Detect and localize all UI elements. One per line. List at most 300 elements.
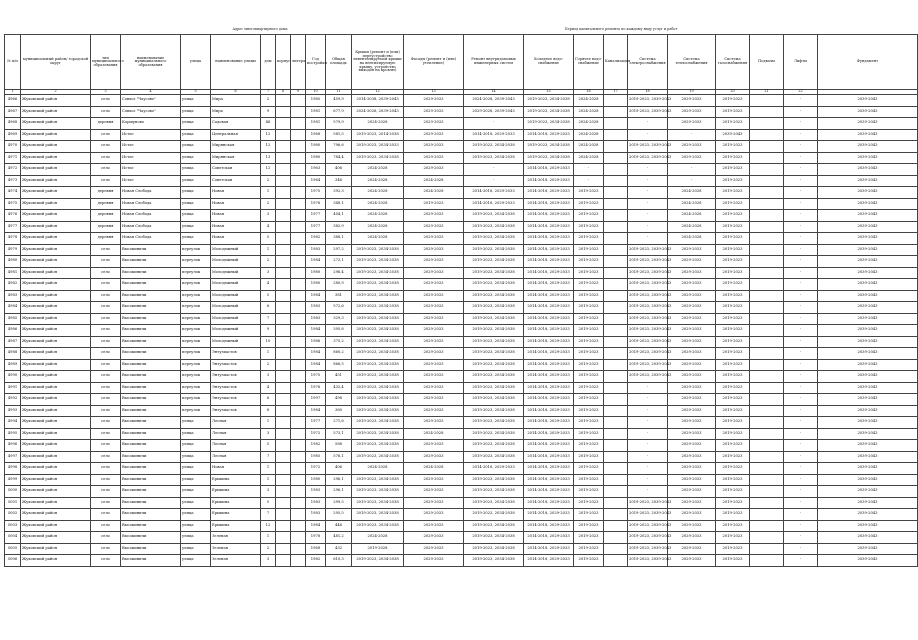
col-header: Подвалы [750,35,784,90]
house-number-cell: 4 [261,279,276,291]
street-type-cell: улица [181,164,211,176]
cold-water-cell: 2019-2023, 2034-2038 [524,152,574,164]
lift-cell: - [784,474,818,486]
foundation-cell: 2039-2043 [818,187,918,199]
column-number: 1 [5,90,21,95]
gas-cell: 2019-2023 [716,509,750,521]
table-row [5,555,918,567]
engineering-cell: 2014-2018, 2029-2033 [464,187,524,199]
col-header: тип муниципального образования [91,35,121,90]
letter-cell [291,359,306,371]
hot-water-cell: 2019-2023 [574,463,604,475]
table-row [5,129,918,141]
col-header: Система теплоснабжения [668,35,716,90]
building-cell [276,440,291,452]
year-cell: 1980 [306,152,326,164]
roof-cell: 2024-2028 [352,463,404,475]
house-number-cell: 2 [261,95,276,107]
basement-cell [750,348,784,360]
basement-cell [750,221,784,233]
settlement-type-cell: село [91,417,121,429]
electricity-cell: 2019-2023, 2039-2043 [628,497,668,509]
gas-cell: 2019-2023 [716,210,750,222]
roof-cell: 2019-2023, 2034-2038 [352,290,404,302]
house-number-cell: 2 [261,359,276,371]
cold-water-cell: 2014-2018, 2029-2033 [524,129,574,141]
table-row [5,451,918,463]
settlement-type-cell: село [91,336,121,348]
letter-cell [291,532,306,544]
row-number: 5004 [5,532,21,544]
municipality-cell: Высокиничи [121,256,181,268]
building-cell [276,348,291,360]
heating-cell: 2029-2033 [668,313,716,325]
foundation-cell: 2039-2043 [818,440,918,452]
settlement-type-cell: село [91,325,121,337]
letter-cell [291,451,306,463]
roof-cell: 2024-2028 [352,118,404,130]
lift-cell: - [784,555,818,567]
table-row [5,417,918,429]
municipality-cell: Новая Слобода [121,187,181,199]
column-number: 4 [121,90,181,95]
foundation-cell: 2039-2043 [818,164,918,176]
letter-cell [291,382,306,394]
hot-water-cell: 2019-2023 [574,187,604,199]
hot-water-cell: 2019-2023 [574,198,604,210]
building-cell [276,463,291,475]
foundation-cell: 2039-2043 [818,175,918,187]
gas-cell: 2019-2023 [716,325,750,337]
cold-water-cell: 2014-2018, 2029-2033 [524,359,574,371]
row-number: 4989 [5,359,21,371]
house-number-cell: 2 [261,543,276,555]
year-cell: 1963 [306,164,326,176]
building-cell [276,256,291,268]
table-row [5,244,918,256]
street-type-cell: улица [181,497,211,509]
lift-cell: - [784,382,818,394]
row-number: 4982 [5,279,21,291]
lift-cell: - [784,313,818,325]
row-number: 4979 [5,244,21,256]
electricity-cell: 2019-2023, 2039-2043 [628,141,668,153]
foundation-cell: 2039-2043 [818,371,918,383]
col-header: Канализация [604,35,628,90]
building-cell [276,152,291,164]
district-cell: Жуковский район [21,463,91,475]
building-cell [276,509,291,521]
street-type-cell: улица [181,428,211,440]
year-cell: 1968 [306,543,326,555]
engineering-cell: 2019-2023, 2034-2038 [464,256,524,268]
area-cell: 296,4 [326,267,352,279]
letter-cell [291,302,306,314]
house-number-cell: 3 [261,428,276,440]
municipality-cell: Совхоз "Чаусово" [121,106,181,118]
letter-cell [291,313,306,325]
letter-cell [291,509,306,521]
roof-cell: 2019-2023, 2034-2038 [352,359,404,371]
building-cell [276,497,291,509]
engineering-cell: 2019-2023, 2034-2038 [464,152,524,164]
basement-cell [750,359,784,371]
roof-cell: 2019-2023, 2034-2038 [352,474,404,486]
house-number-cell: 3 [261,555,276,567]
cold-water-cell: 2014-2018, 2029-2033 [524,233,574,245]
house-number-cell: 1 [261,348,276,360]
col-header: № п/п [5,35,21,90]
street-type-cell: улица [181,440,211,452]
table-row [5,520,918,532]
municipality-cell: Высокиничи [121,428,181,440]
street-name-cell: Новая [211,221,261,233]
municipality-cell: Истье [121,164,181,176]
sewer-cell [604,221,628,233]
heating-cell: 2029-2033 [668,279,716,291]
district-cell: Жуковский район [21,382,91,394]
heating-cell: 2029-2033 [668,520,716,532]
row-number: 4966 [5,95,21,107]
street-name-cell: Зеленая [211,532,261,544]
column-number: 15 [524,90,574,95]
roof-cell: 2019-2023, 2034-2038 [352,267,404,279]
heating-cell: 2029-2033 [668,336,716,348]
row-number: 4978 [5,233,21,245]
house-number-cell: 5 [261,233,276,245]
municipality-cell: Высокиничи [121,348,181,360]
area-cell: 295,5 [326,509,352,521]
gas-cell: 2019-2023 [716,256,750,268]
district-cell: Жуковский район [21,313,91,325]
row-number: 4971 [5,152,21,164]
lift-cell: - [784,118,818,130]
area-cell: 677,9 [326,106,352,118]
settlement-type-cell: село [91,440,121,452]
hot-water-cell: 2019-2023 [574,405,604,417]
district-cell: Жуковский район [21,152,91,164]
cold-water-cell: 2014-2018, 2029-2033 [524,221,574,233]
house-number-cell: 5 [261,497,276,509]
building-cell [276,520,291,532]
street-type-cell: переулок [181,325,211,337]
column-number: 20 [716,90,750,95]
gas-cell: 2019-2023 [716,336,750,348]
sewer-cell [604,463,628,475]
roof-cell: 2024-2028 [352,221,404,233]
basement-cell [750,474,784,486]
district-cell: Жуковский район [21,95,91,107]
settlement-type-cell: село [91,244,121,256]
settlement-type-cell: село [91,474,121,486]
lift-cell: - [784,440,818,452]
building-cell [276,394,291,406]
hot-water-cell: 2019-2023 [574,302,604,314]
roof-cell: 2014-2038, 2039-2043 [352,95,404,107]
building-cell [276,359,291,371]
engineering-cell: 2019-2023, 2034-2038 [464,394,524,406]
column-number: 14 [464,90,524,95]
settlement-type-cell: село [91,290,121,302]
cold-water-cell: 2014-2018, 2029-2033 [524,175,574,187]
area-cell: 296,1 [326,474,352,486]
district-cell: Жуковский район [21,279,91,291]
municipality-cell: Высокиничи [121,509,181,521]
district-cell: Жуковский район [21,164,91,176]
heating-cell: 2029-2033 [668,290,716,302]
letter-cell [291,394,306,406]
heating-cell: 2029-2033 [668,118,716,130]
basement-cell [750,129,784,141]
heating-cell: 2029-2033 [668,152,716,164]
table-row [5,359,918,371]
roof-cell: 2019-2023, 2034-2038 [352,520,404,532]
sewer-cell [604,106,628,118]
foundation-cell: 2039-2043 [818,532,918,544]
hot-water-cell: 2019-2023 [574,451,604,463]
gas-cell: 2019-2023 [716,348,750,360]
sewer-cell [604,95,628,107]
table-row [5,164,918,176]
sewer-cell [604,152,628,164]
hot-water-cell: 2019-2023 [574,244,604,256]
sewer-cell [604,210,628,222]
gas-cell: 2019-2023 [716,302,750,314]
district-cell: Жуковский район [21,543,91,555]
column-number: 19 [668,90,716,95]
area-cell: 346 [326,175,352,187]
facade-cell: 2029-2033 [404,359,464,371]
electricity-cell: 2019-2023, 2039-2043 [628,520,668,532]
street-name-cell: Молодежный [211,336,261,348]
year-cell: 1983 [306,244,326,256]
engineering-cell: 2019-2023, 2034-2038 [464,359,524,371]
foundation-cell: 2039-2043 [818,428,918,440]
building-cell [276,543,291,555]
electricity-cell: 2019-2023, 2039-2043 [628,336,668,348]
lift-cell: - [784,428,818,440]
cold-water-cell: 2014-2018, 2029-2033 [524,325,574,337]
lift-cell: - [784,198,818,210]
lift-cell: - [784,463,818,475]
building-cell [276,210,291,222]
hot-water-cell: 2019-2023 [574,474,604,486]
letter-cell [291,348,306,360]
municipality-cell: Высокиничи [121,451,181,463]
row-number: 4997 [5,451,21,463]
basement-cell [750,106,784,118]
electricity-cell: - [628,118,668,130]
roof-cell: 2024-2028 [352,532,404,544]
basement-cell [750,164,784,176]
district-cell: Жуковский район [21,221,91,233]
table-row [5,106,918,118]
street-name-cell: Энтузиастов [211,371,261,383]
settlement-type-cell: село [91,313,121,325]
cold-water-cell: 2014-2018, 2029-2033 [524,256,574,268]
year-cell: 1984 [306,290,326,302]
sewer-cell [604,118,628,130]
facade-cell: 2029-2033 [404,336,464,348]
municipality-cell: Высокиничи [121,336,181,348]
column-number: 5 [181,90,211,95]
gas-cell: 2019-2023 [716,359,750,371]
street-name-cell: Мира [211,95,261,107]
basement-cell [750,371,784,383]
lift-cell: - [784,497,818,509]
year-cell: 1976 [306,382,326,394]
engineering-cell: 2019-2023, 2034-2038 [464,532,524,544]
engineering-cell: 2019-2023, 2034-2038 [464,543,524,555]
street-type-cell: улица [181,129,211,141]
table-row [5,325,918,337]
district-cell: Жуковский район [21,451,91,463]
hot-water-cell: 2019-2023 [574,267,604,279]
hot-water-cell: - [574,164,604,176]
basement-cell [750,187,784,199]
cold-water-cell: 2014-2018, 2029-2033 [524,497,574,509]
letter-cell [291,555,306,567]
hot-water-cell: 2019-2023 [574,313,604,325]
heating-cell: 2029-2033 [668,509,716,521]
facade-cell: 2029-2033 [404,290,464,302]
roof-cell: 2019-2023, 2034-2038 [352,382,404,394]
lift-cell: - [784,221,818,233]
year-cell: 1982 [306,440,326,452]
row-number: 4974 [5,187,21,199]
facade-cell: 2029-2033 [404,325,464,337]
facade-cell: 2029-2033 [404,256,464,268]
table-row [5,497,918,509]
hot-water-cell: 2019-2023 [574,417,604,429]
heating-cell: 2029-2033 [668,141,716,153]
heating-cell: 2029-2033 [668,348,716,360]
house-number-cell: 7 [261,509,276,521]
lift-cell: - [784,210,818,222]
engineering-cell: 2014-2018, 2029-2033 [464,463,524,475]
heating-cell: 2029-2033 [668,95,716,107]
electricity-cell: 2019-2023, 2039-2043 [628,371,668,383]
engineering-cell: 2019-2023, 2034-2038 [464,428,524,440]
basement-cell [750,336,784,348]
table-row [5,394,918,406]
house-number-cell: 3 [261,371,276,383]
facade-cell: 2029-2033 [404,129,464,141]
group-header-repair: Период капитального ремонта по каждому виду услуг и работ [564,27,678,31]
row-number: 4981 [5,267,21,279]
sewer-cell [604,267,628,279]
lift-cell: - [784,290,818,302]
area-cell: 576,1 [326,451,352,463]
electricity-cell: 2019-2023, 2039-2043 [628,106,668,118]
year-cell: 1980 [306,474,326,486]
year-cell: 1977 [306,417,326,429]
foundation-cell: 2039-2043 [818,141,918,153]
heating-cell: 2029-2033 [668,405,716,417]
building-cell [276,244,291,256]
sewer-cell [604,336,628,348]
sewer-cell [604,394,628,406]
sewer-cell [604,474,628,486]
letter-cell [291,371,306,383]
roof-cell: 2019-2023, 2034-2038 [352,440,404,452]
lift-cell: - [784,520,818,532]
municipality-cell: Новая Слобода [121,221,181,233]
year-cell: 1972 [306,428,326,440]
hot-water-cell: 2019-2023 [574,382,604,394]
lift-cell: - [784,164,818,176]
district-cell: Жуковский район [21,325,91,337]
street-name-cell: Новая [211,187,261,199]
district-cell: Жуковский район [21,474,91,486]
basement-cell [750,290,784,302]
hot-water-cell: 2019-2023 [574,325,604,337]
district-cell: Жуковский район [21,267,91,279]
col-header: Система электроснабжения [628,35,668,90]
street-type-cell: переулок [181,290,211,302]
gas-cell: 2019-2023 [716,428,750,440]
letter-cell [291,520,306,532]
table-row [5,405,918,417]
lift-cell: - [784,141,818,153]
roof-cell: 2019-2023, 2034-2038 [352,371,404,383]
street-name-cell: Энтузиастов [211,348,261,360]
year-cell: 1985 [306,95,326,107]
building-cell [276,164,291,176]
house-number-cell: 4 [261,221,276,233]
roof-cell: 2019-2023, 2034-2033 [352,141,404,153]
settlement-type-cell: село [91,129,121,141]
street-type-cell: улица [181,187,211,199]
sewer-cell [604,187,628,199]
heating-cell: 2024-2028 [668,221,716,233]
facade-cell: 2024-2028 [404,175,464,187]
foundation-cell: 2039-2043 [818,348,918,360]
engineering-cell: 2014-2018, 2029-2033 [464,198,524,210]
year-cell: 1984 [306,325,326,337]
electricity-cell: - [628,486,668,498]
foundation-cell: 2039-2043 [818,233,918,245]
area-cell: 588 [326,440,352,452]
municipality-cell: Высокиничи [121,279,181,291]
gas-cell: 2019-2023 [716,555,750,567]
municipality-cell: Истье [121,152,181,164]
electricity-cell: 2019-2023, 2039-2043 [628,555,668,567]
letter-cell [291,543,306,555]
basement-cell [750,325,784,337]
sewer-cell [604,348,628,360]
hot-water-cell: 2019-2023 [574,371,604,383]
sewer-cell [604,555,628,567]
heating-cell: 2029-2033 [668,451,716,463]
facade-cell: 2029-2033 [404,543,464,555]
column-number: 7 [261,90,276,95]
hot-water-cell: 2019-2023 [574,532,604,544]
settlement-type-cell: село [91,428,121,440]
hot-water-cell: - [574,175,604,187]
street-type-cell: улица [181,233,211,245]
letter-cell [291,221,306,233]
street-name-cell: Ерыкина [211,509,261,521]
area-cell: 860,2 [326,348,352,360]
letter-cell [291,290,306,302]
electricity-cell: 2019-2023, 2039-2043 [628,302,668,314]
roof-cell: 2019-2023, 2014-2038 [352,129,404,141]
gas-cell: 2019-2023 [716,371,750,383]
cold-water-cell: 2014-2018, 2029-2033 [524,302,574,314]
row-number: 4984 [5,302,21,314]
hot-water-cell: 2019-2023 [574,279,604,291]
